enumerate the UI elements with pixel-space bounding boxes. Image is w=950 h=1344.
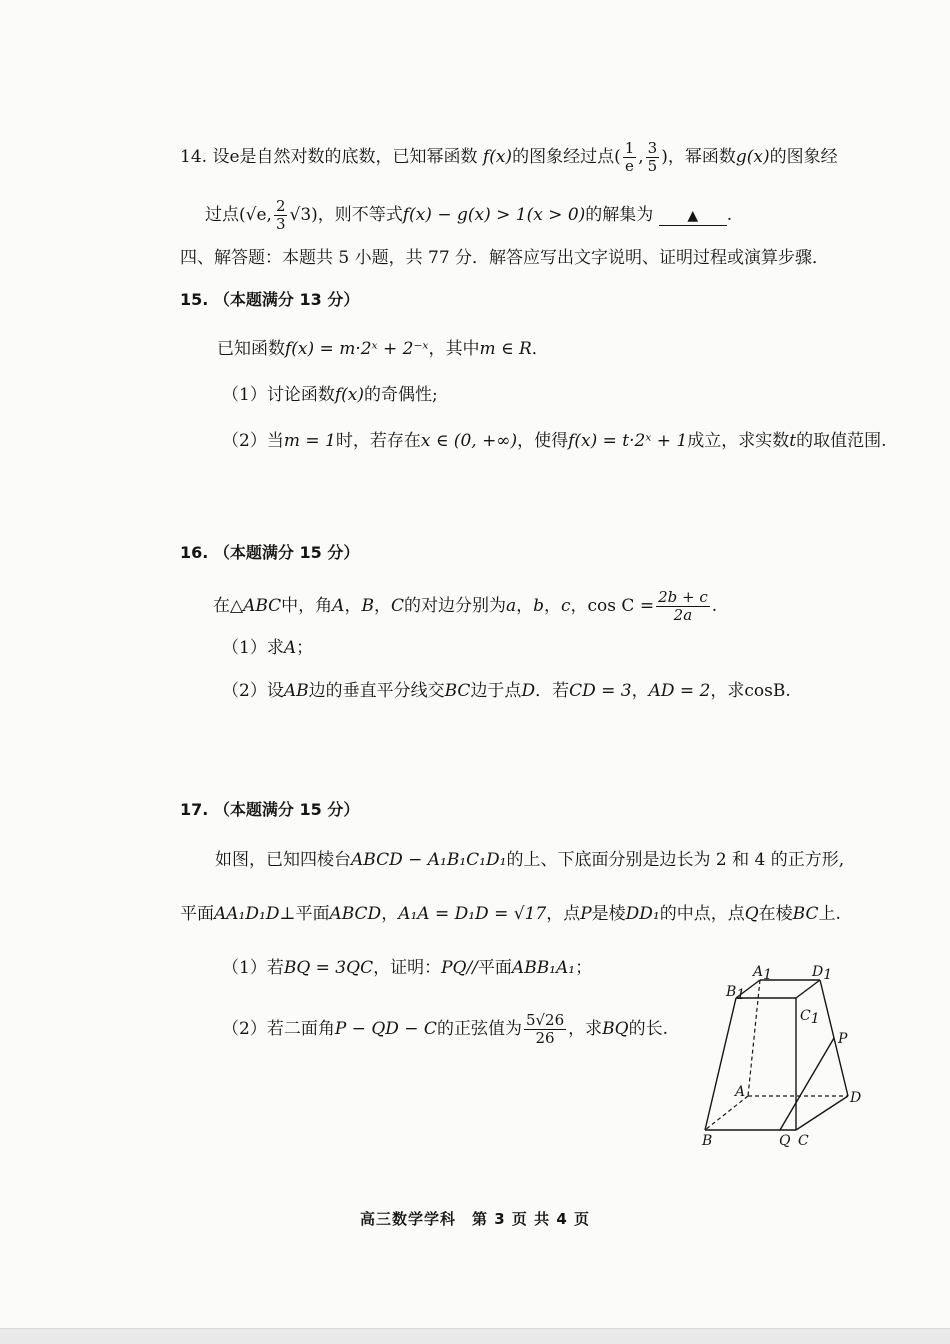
label-a1: A1: [753, 964, 773, 983]
q14-line-1: 14. 设e是自然对数的底数，已知幂函数 f(x)的图象经过点( $\frac{1}{e}$ , $\frac{3}{5}$ )，幂函数g(x)的图象经: [180, 139, 838, 175]
frustum-figure: [690, 960, 880, 1155]
fraction-2-over-3: $\frac{2}{3}$: [275, 197, 286, 233]
scan-bottom-edge: [0, 1328, 950, 1344]
q15-part-2: （2）当m = 1时，若存在x ∈ (0, +∞)，使得f(x) = t·2ˣ + 1成立，求实数t的取值范围.: [222, 431, 887, 451]
label-p: P: [838, 1031, 848, 1047]
fraction-cos-c: $\frac{2b + c}{2a}$: [658, 588, 708, 624]
q17-part-1: （1）若BQ = 3QC，证明：PQ//平面ABB₁A₁；: [222, 958, 593, 978]
fraction-1-over-e: $\frac{1}{e}$: [624, 139, 635, 175]
q17-heading: 17. （本题满分 15 分）: [180, 800, 360, 819]
q14-line-2: 过点(√e, $\frac{2}{3}$ √3)，则不等式f(x) − g(x) > 1(x > 0)的解集为 ▲ .: [205, 197, 733, 233]
fraction-sine-value: $\frac{5√26}{26}$: [525, 1011, 565, 1047]
section-4-heading: 四、解答题：本题共 5 小题，共 77 分．解答应写出文字说明、证明过程或演算步骤．: [180, 248, 830, 268]
label-c1: C1: [800, 1008, 820, 1027]
q17-line-1: 如图，已知四棱台ABCD − A₁B₁C₁D₁的上、下底面分别是边长为 2 和 4 的正方形,: [215, 850, 845, 870]
q15-part-1: （1）讨论函数f(x)的奇偶性;: [222, 385, 438, 405]
label-a: A: [735, 1084, 746, 1100]
q16-part-1: （1）求A；: [222, 638, 314, 658]
q16-part-2: （2）设AB边的垂直平分线交BC边于点D．若CD = 3，AD = 2，求cosB.: [222, 681, 791, 701]
q17-line-2: 平面AA₁D₁D⊥平面ABCD，A₁A = D₁D = √17，点P是棱DD₁的中点，点Q在棱BC上.: [180, 904, 841, 924]
triangle-mark-icon: ▲: [687, 208, 699, 224]
label-d: D: [850, 1090, 862, 1106]
q17-part-2: （2）若二面角P − QD − C的正弦值为 $\frac{5√26}{26}$ ，求BQ的长.: [222, 1011, 668, 1047]
q16-heading: 16. （本题满分 15 分）: [180, 543, 360, 562]
segment-p-q: [780, 1038, 834, 1130]
page-footer: 高三数学学科 第 3 页 共 4 页: [360, 1210, 590, 1228]
label-b: B: [702, 1133, 713, 1149]
edge-c1-d1: [796, 980, 820, 998]
answer-blank: [659, 207, 727, 226]
label-c: C: [798, 1133, 809, 1149]
q15-heading: 15. （本题满分 13 分）: [180, 290, 360, 309]
edge-b1-b: [705, 998, 736, 1130]
fraction-3-over-5: $\frac{3}{5}$: [647, 139, 658, 175]
label-b1: B1: [726, 984, 746, 1003]
label-d1: D1: [812, 964, 833, 983]
edge-c-d: [796, 1096, 848, 1130]
label-q: Q: [779, 1133, 791, 1149]
q15-stem: 已知函数f(x) = m·2ˣ + 2⁻ˣ，其中m ∈ R．: [217, 339, 549, 359]
q16-stem: 在△ABC中，角A，B，C的对边分别为a，b，c，cos C = $\frac{2b + c}{2a}$ .: [213, 588, 718, 624]
